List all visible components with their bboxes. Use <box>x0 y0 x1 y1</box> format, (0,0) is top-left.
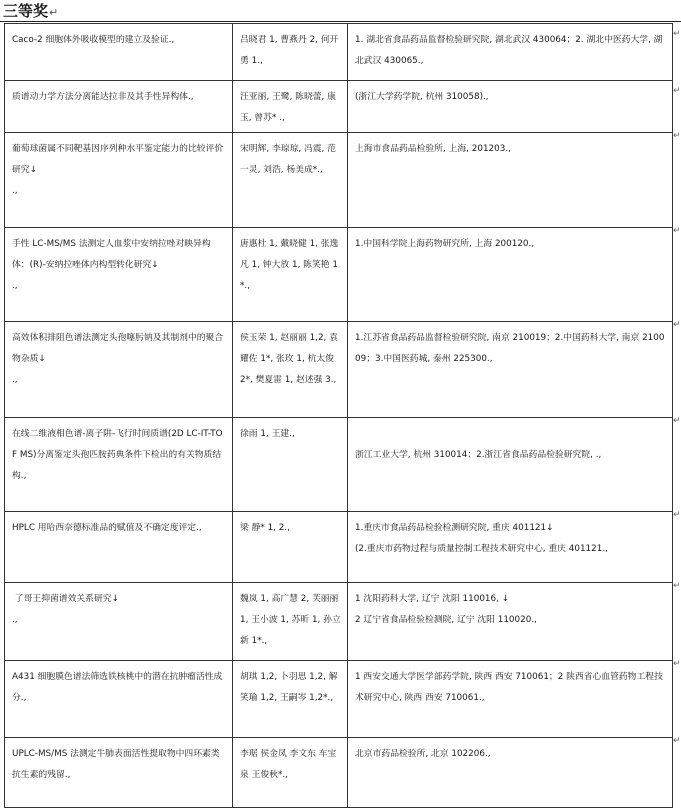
project-title: HPLC 用哈西奈德标准品的赋值及不确定度评定., <box>12 523 202 533</box>
affiliation: 1.江苏省食品药品监督检验研究院, 南京 210019；2.中国药科大学, 南京 210009；3.中国医药城, 泰州 225300., <box>355 333 665 364</box>
authors: 徐雨 1, 王建., <box>240 429 295 439</box>
affiliation: 1.重庆市食品药品检验检测研究院, 重庆 401121↓ (2.重庆市药物过程与质量控制工程技术研究中心, 重庆 401121., <box>355 523 608 554</box>
authors: 李琚 侯金凤 李文东 车宝泉 王俊秋*., <box>240 749 337 780</box>
affiliation: 1. 湖北省食品药品监督检验研究院, 湖北武汉 430064；2. 湖北中医药大学, 湖北武汉 430065., <box>355 35 663 66</box>
table-row <box>5 661 673 738</box>
row-end-mark: ↵ <box>673 226 681 236</box>
authors-cell <box>233 661 348 738</box>
row-end-mark: ↵ <box>673 581 681 591</box>
affiliation-cell <box>348 81 673 133</box>
row-end-mark: ↵ <box>673 131 681 141</box>
project-title: 在线二维液相色谱-离子阱-飞行时间质谱(2D LC-IT-TOF MS)分离鉴定头孢匹胺药典条件下检出的有关物质结构., <box>12 429 223 481</box>
authors-cell <box>233 133 348 228</box>
row-end-mark: ↵ <box>673 659 681 669</box>
table-row <box>5 133 673 228</box>
award-table <box>4 23 673 808</box>
project-title-cell <box>5 661 233 738</box>
authors-cell <box>233 228 348 322</box>
table-row <box>5 322 673 418</box>
table-row <box>5 738 673 808</box>
affiliation-cell <box>348 24 673 81</box>
project-title: 了哥王抑菌谱效关系研究↓ ., <box>12 594 119 625</box>
affiliation-cell <box>348 661 673 738</box>
authors-cell <box>233 81 348 133</box>
authors: 侯玉荣 1, 赵丽丽 1,2, 袁耀佐 1*, 张玫 1, 杭太俊 2*, 樊夏雷 1, 赵述强 3., <box>240 333 338 385</box>
heading-rule <box>0 21 681 22</box>
affiliation-cell <box>348 133 673 228</box>
table-row <box>5 81 673 133</box>
authors: 吕晓君 1, 曹燕丹 2, 何开勇 1., <box>240 35 339 66</box>
authors: 汪亚丽, 王鹭, 陈晓蕾, 康玉, 曾苏* ., <box>240 92 336 123</box>
project-title: Caco-2 细胞体外吸收模型的建立及验证., <box>12 35 175 45</box>
authors-cell <box>233 418 348 512</box>
affiliation: (浙江大学药学院, 杭州 310058)., <box>355 92 489 102</box>
paragraph-mark: ↵ <box>49 6 59 19</box>
authors-cell <box>233 512 348 583</box>
authors: 梁 静* 1, 2., <box>240 523 290 533</box>
project-title: 手性 LC-MS/MS 法测定人血浆中安纳拉唑对映异构体：(R)-安纳拉唑体内构型转化研究↓ ., <box>12 239 211 291</box>
project-title: 葡萄球菌属不同靶基因序列种水平鉴定能力的比较评价研究↓ ., <box>12 144 224 196</box>
authors: 唐惠杜 1, 戴晓健 1, 张逸凡 1, 钟大放 1, 陈笑艳 1*., <box>240 239 339 291</box>
row-end-mark: ↵ <box>673 320 681 330</box>
table-row <box>5 583 673 661</box>
row-end-mark: ↵ <box>673 86 681 96</box>
table-row <box>5 228 673 322</box>
affiliation-cell <box>348 512 673 583</box>
row-end-mark: ↵ <box>673 736 681 746</box>
project-title-cell <box>5 24 233 81</box>
affiliation-cell <box>348 738 673 808</box>
authors: 宋明辉, 李琼琼, 冯震, 范一灵, 刘浩, 杨美成*., <box>240 144 336 175</box>
authors: 胡琪 1,2, 卜羽思 1,2, 解笑瑜 1,2, 王嗣岑 1,2*., <box>240 672 338 703</box>
authors-cell <box>233 322 348 418</box>
affiliation: 1.中国科学院上海药物研究所, 上海 200120., <box>355 239 535 249</box>
authors-cell <box>233 738 348 808</box>
affiliation-cell <box>348 418 673 512</box>
affiliation: 浙江工业大学, 杭州 310014；2.浙江省食品药品检验研究院, ., <box>355 450 602 460</box>
section-heading <box>3 2 58 22</box>
project-title-cell <box>5 228 233 322</box>
authors-cell <box>233 583 348 661</box>
section-title: 三等奖 <box>3 2 49 20</box>
project-title-cell <box>5 512 233 583</box>
affiliation-cell <box>348 322 673 418</box>
table-row <box>5 24 673 81</box>
project-title: 质谱动力学方法分离能达拉非及其手性异构体., <box>12 92 194 102</box>
row-end-mark: ↵ <box>673 510 681 520</box>
project-title-cell <box>5 738 233 808</box>
project-title-cell <box>5 81 233 133</box>
affiliation: 北京市药品检验所, 北京 102206., <box>355 749 491 759</box>
table-row <box>5 418 673 512</box>
project-title: 高效体积排阻色谱法测定头孢噻肟钠及其制剂中的聚合物杂质↓ ., <box>12 333 224 385</box>
project-title: A431 细胞膜色谱法筛选铁核桃中的潜在抗肿瘤活性成分., <box>12 672 223 703</box>
affiliation-cell <box>348 228 673 322</box>
authors: 魏岚 1, 高广慧 2, 芙丽丽 1, 王小波 1, 苏昕 1, 孙立新 1*., <box>240 594 342 646</box>
project-title-cell <box>5 583 233 661</box>
affiliation: 上海市食品药品检验所, 上海, 201203., <box>355 144 511 154</box>
affiliation: 1 沈阳药科大学, 辽宁 沈阳 110016, ↓ 2 辽宁省食品检验检测院, 辽宁 沈阳 110020., <box>355 594 537 625</box>
authors-cell <box>233 24 348 81</box>
row-end-mark: ↵ <box>673 416 681 426</box>
project-title-cell <box>5 322 233 418</box>
affiliation: 1 西安交通大学医学部药学院, 陕西 西安 710061；2 陕西省心血管药物工程技术研究中心, 陕西 西安 710061., <box>355 672 663 703</box>
row-end-mark: ↵ <box>673 29 681 39</box>
table-row <box>5 512 673 583</box>
affiliation-cell <box>348 583 673 661</box>
project-title-cell <box>5 133 233 228</box>
project-title-cell <box>5 418 233 512</box>
project-title: UPLC-MS/MS 法测定牛肺表面活性提取物中四环素类抗生素的残留., <box>12 749 220 780</box>
